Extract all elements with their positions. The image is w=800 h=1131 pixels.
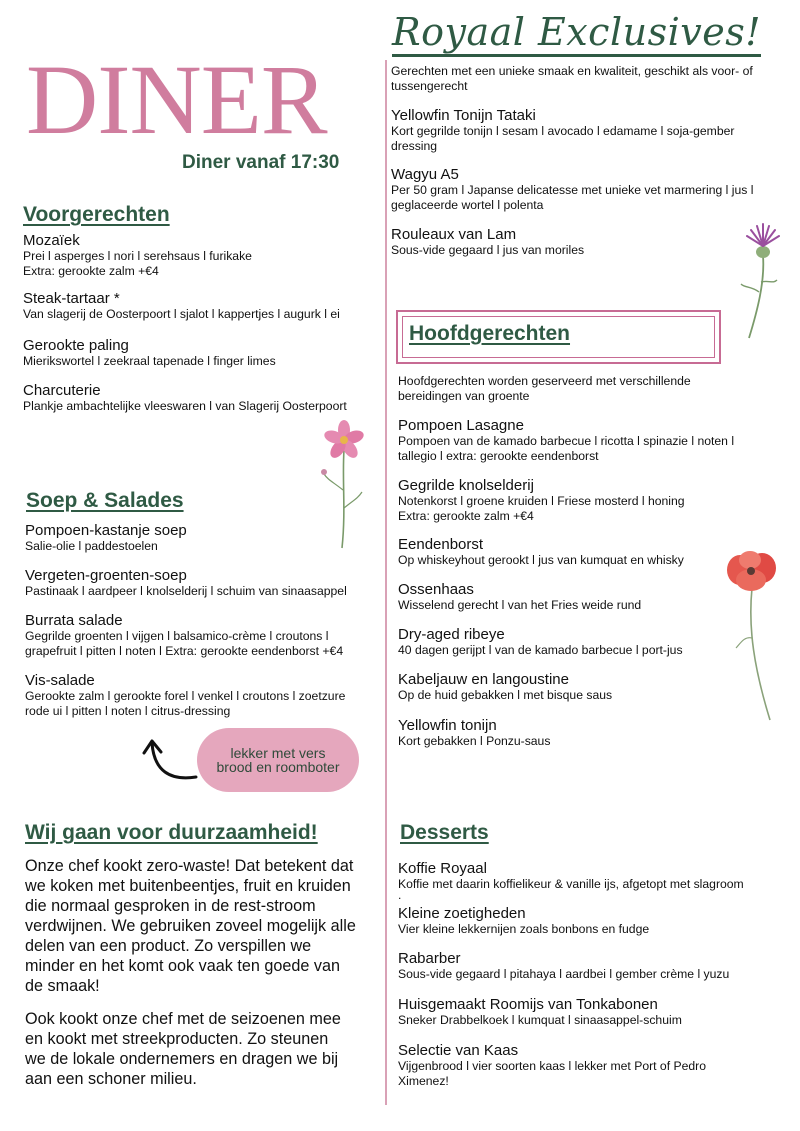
item-name: Pompoen Lasagne (398, 417, 524, 434)
item-desc: Kort gegrilde tonijn l sesam l avocado l edamame l soja-gember (391, 124, 735, 138)
royaal-intro (391, 64, 753, 94)
diner-subtitle: Diner vanaf 17:30 (182, 152, 340, 173)
duurzaamheid-paragraph-1: Onze chef kookt zero-waste! Dat betekent dat we koken met buitenbeentjes, fruit en kruiden die normaal gesproken in de rest-stroom verdwijnen. We gebruiken zoveel mogelijk alle delen van een product. Zo verspillen we minder en het komt ook vaak ten goede van de smaak! (25, 857, 356, 995)
item-name: Ossenhaas (398, 581, 474, 598)
item-desc: 40 dagen gerijpt l van de kamado barbecue l port-jus (398, 643, 683, 657)
item-name: Koffie Royaal (398, 860, 487, 877)
item-desc: Extra: gerookte zalm +€4 (398, 509, 534, 523)
item-desc: Pompoen van de kamado barbecue l ricotta l spinazie l noten l (398, 434, 735, 448)
item-desc: Pastinaak l aardpeer l knolselderij l schuim van sinaasappel (25, 584, 347, 598)
item-name: Gerookte paling (23, 337, 129, 354)
menu-item (391, 166, 753, 213)
item-desc: Gerookte zalm l gerookte forel l venkel l croutons l zoetzure (25, 689, 346, 703)
item-name: Vergeten-groenten-soep (25, 567, 187, 584)
bread-note-bubble: lekker met vers brood en roomboter (197, 728, 359, 792)
item-name: Dry-aged ribeye (398, 626, 505, 643)
item-desc: Op whiskeyhout gerookt l jus van kumquat en whisky (398, 553, 684, 567)
item-desc: Prei l asperges l nori l serehsaus l furikake (23, 249, 252, 263)
menu-item (398, 950, 729, 982)
item-desc: geglaceerde wortel l polenta (391, 198, 544, 212)
item-extra: Extra: gerookte zalm +€4 (23, 264, 159, 278)
item-desc: Op de huid gebakken l met bisque saus (398, 688, 613, 702)
menu-item (25, 612, 343, 659)
menu-item (25, 672, 345, 719)
item-desc: Van slagerij de Oosterpoort l sjalot l kappertjes l augurk l ei (23, 307, 340, 321)
item-name: Eendenborst (398, 536, 484, 553)
item-desc: grapefruit l pitten l noten l Extra: gerookte eendenborst +€4 (25, 644, 344, 658)
item-name: Rouleaux van Lam (391, 226, 517, 243)
menu-item (398, 477, 685, 524)
item-desc: Per 50 gram l Japanse delicatesse met unieke vet marmering l jus l (391, 183, 754, 197)
hoofdgerechten-title: Hoofdgerechten (409, 322, 571, 345)
menu-item (25, 522, 187, 554)
column-divider (385, 60, 387, 1105)
intro-line: Hoofdgerechten worden geserveerd met verschillende (398, 374, 691, 388)
item-name: Vis-salade (25, 672, 95, 689)
item-desc: rode ui l pitten l noten l citrus-dressing (25, 704, 231, 718)
menu-item (398, 581, 641, 613)
duurzaamheid-paragraph-2: Ook kookt onze chef met de seizoenen mee en kookt met streekproducten. Zo steunen we de lokale ondernemers en dragen we bij aan een schoner milieu. (25, 1010, 341, 1088)
menu-item (391, 226, 584, 258)
menu-item (398, 671, 612, 703)
menu-item (398, 905, 649, 937)
item-desc: Vier kleine lekkernijen zoals bonbons en fudge (398, 922, 650, 936)
menu-item (398, 417, 734, 464)
duurzaamheid-title: Wij gaan voor duurzaamheid! (25, 821, 318, 844)
item-name: Steak-tartaar * (23, 290, 120, 307)
menu-item (23, 382, 347, 414)
item-name: Mozaïek (23, 232, 80, 249)
item-desc: Sneker Drabbelkoek l kumquat l sinaasappel-schuim (398, 1013, 682, 1027)
item-desc: Sous-vide gegaard l pitahaya l aardbei l gember crème l yuzu (398, 967, 730, 981)
intro-line: bereidingen van groente (398, 389, 530, 403)
item-desc: Gegrilde groenten l vijgen l balsamico-crème l croutons l (25, 629, 329, 643)
desserts-title: Desserts (400, 821, 489, 844)
item-name: Burrata salade (25, 612, 123, 629)
item-desc: Koffie met daarin koffielikeur & vanille ijs, afgetopt met slagroom (398, 877, 744, 891)
menu-item (391, 107, 734, 154)
cosmos-flower-icon (318, 420, 370, 550)
soep-title: Soep & Salades (26, 489, 184, 512)
item-desc: Kort gebakken l Ponzu-saus (398, 734, 551, 748)
item-desc: Ximenez! (398, 1074, 449, 1088)
menu-item (398, 536, 684, 568)
hoofd-intro (398, 374, 691, 404)
item-name: Charcuterie (23, 382, 101, 399)
item-name: Rabarber (398, 950, 461, 967)
voorgerechten-title: Voorgerechten (23, 203, 170, 226)
menu-item (398, 1042, 706, 1089)
item-desc: Plankje ambachtelijke vleeswaren l van Slagerij Oosterpoort (23, 399, 347, 413)
curved-arrow-icon (140, 735, 200, 785)
poppy-flower-icon (724, 548, 784, 724)
item-desc: . (398, 888, 402, 902)
item-name: Yellowfin tonijn (398, 717, 497, 734)
item-name: Pompoen-kastanje soep (25, 522, 187, 539)
intro-line: Gerechten met een unieke smaak en kwaliteit, geschikt als voor- of (391, 64, 753, 78)
item-desc: Vijgenbrood l vier soorten kaas l lekker met Port of Pedro (398, 1059, 707, 1073)
menu-item (23, 337, 276, 369)
item-desc: Wisselend gerecht l van het Fries weide rund (398, 598, 642, 612)
royaal-title: Royaal Exclusives! (392, 10, 761, 57)
thistle-flower-icon (735, 222, 783, 340)
item-desc: dressing (391, 139, 438, 153)
item-name: Huisgemaakt Roomijs van Tonkabonen (398, 996, 658, 1013)
item-desc: Sous-vide gegaard l jus van moriles (391, 243, 585, 257)
intro-line: tussengerecht (391, 79, 468, 93)
item-name: Gegrilde knolselderij (398, 477, 534, 494)
item-desc: Notenkorst l groene kruiden l Friese mosterd l honing (398, 494, 685, 508)
item-name: Wagyu A5 (391, 166, 459, 183)
item-desc: Salie-olie l paddestoelen (25, 539, 158, 553)
menu-item (23, 232, 252, 279)
item-name: Kleine zoetigheden (398, 905, 526, 922)
menu-item (398, 996, 682, 1028)
item-name: Kabeljauw en langoustine (398, 671, 569, 688)
menu-item (23, 290, 340, 322)
diner-title: DINER (26, 44, 327, 155)
item-name: Selectie van Kaas (398, 1042, 519, 1059)
menu-item (398, 860, 744, 902)
item-desc: Mierikswortel l zeekraal tapenade l finger limes (23, 354, 276, 368)
menu-item (398, 626, 683, 658)
item-name: Yellowfin Tonijn Tataki (391, 107, 536, 124)
menu-item (398, 717, 550, 749)
item-desc: tallegio l extra: gerookte eendenborst (398, 449, 599, 463)
menu-item (25, 567, 347, 599)
